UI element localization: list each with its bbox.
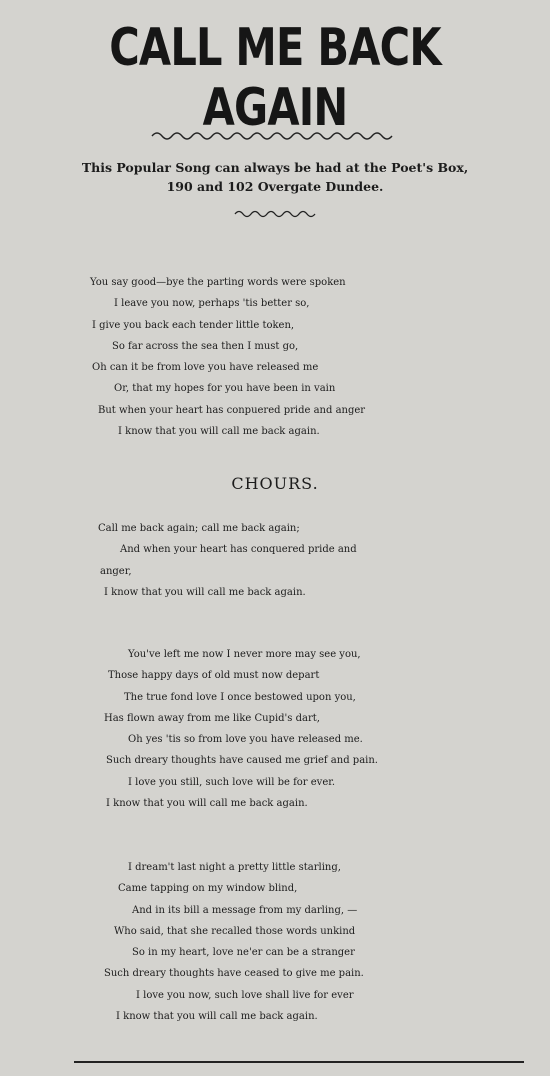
verse-line: You've left me now I never more may see you, <box>128 649 361 660</box>
bottom-ornament <box>0 205 550 224</box>
publisher-note-line1: This Popular Song can always be had at the Poet's Box, <box>81 160 469 175</box>
verse-line: I give you back each tender little token, <box>92 319 295 331</box>
verse-line: Such dreary thoughts have caused me grief and pain. <box>106 755 378 767</box>
verse-line: Oh can it be from love you have released me <box>92 362 319 374</box>
publisher-note-line2: 190 and 102 Overgate Dundee. <box>166 179 384 194</box>
verse-line: I love you now, such love shall live for ever <box>136 989 354 1001</box>
verse-line: You say good—bye the parting words were spoken <box>90 277 346 288</box>
verse-line: Has flown away from me like Cupid's dart, <box>104 712 320 724</box>
verse-line: I love you still, such love will be for ever. <box>128 776 336 788</box>
verse-2 <box>0 644 550 814</box>
verse-line: Or, that my hopes for you have been in vain <box>114 383 336 395</box>
verse-line: Who said, that she recalled those words unkind <box>114 925 356 937</box>
verse-line: And in its bill a message from my darling, — <box>132 904 358 916</box>
chorus <box>0 518 550 603</box>
chorus-line: Call me back again; call me back again; <box>98 523 300 534</box>
verse-line: Came tapping on my window blind, <box>118 883 298 895</box>
verse-line: Such dreary thoughts have ceased to give me pain. <box>104 968 364 980</box>
verse-line: Oh yes 'tis so from love you have released me. <box>128 734 363 746</box>
verse-line: So far across the sea then I must go, <box>112 340 299 352</box>
verse-line: I know that you will call me back again. <box>118 426 320 438</box>
chorus-line: anger, <box>100 565 132 577</box>
verse-line: But when your heart has conpuered pride and anger <box>98 404 366 416</box>
song-title: CALL ME BACK AGAIN <box>109 18 441 138</box>
verse-line: I dream't last night a pretty little starling, <box>128 862 341 873</box>
verse-line: I leave you now, perhaps 'tis better so, <box>114 298 310 310</box>
chorus-line: I know that you will call me back again. <box>104 586 306 598</box>
chorus-heading: CHOURS. <box>231 474 319 493</box>
verse-3 <box>0 857 550 1027</box>
verse-line: So in my heart, love ne'er can be a stranger <box>132 947 355 959</box>
verse-line: I know that you will call me back again. <box>116 1011 318 1023</box>
verse-line: Those happy days of old must now depart <box>108 670 320 682</box>
verse-line: The true fond love I once bestowed upon you, <box>124 691 356 703</box>
verse-line: I know that you will call me back again. <box>106 798 308 810</box>
chorus-line: And when your heart has conquered pride and <box>120 544 357 556</box>
top-ornament <box>0 128 550 147</box>
bottom-rule <box>74 1061 524 1063</box>
verse-1 <box>0 272 550 442</box>
publisher-note <box>0 158 550 196</box>
